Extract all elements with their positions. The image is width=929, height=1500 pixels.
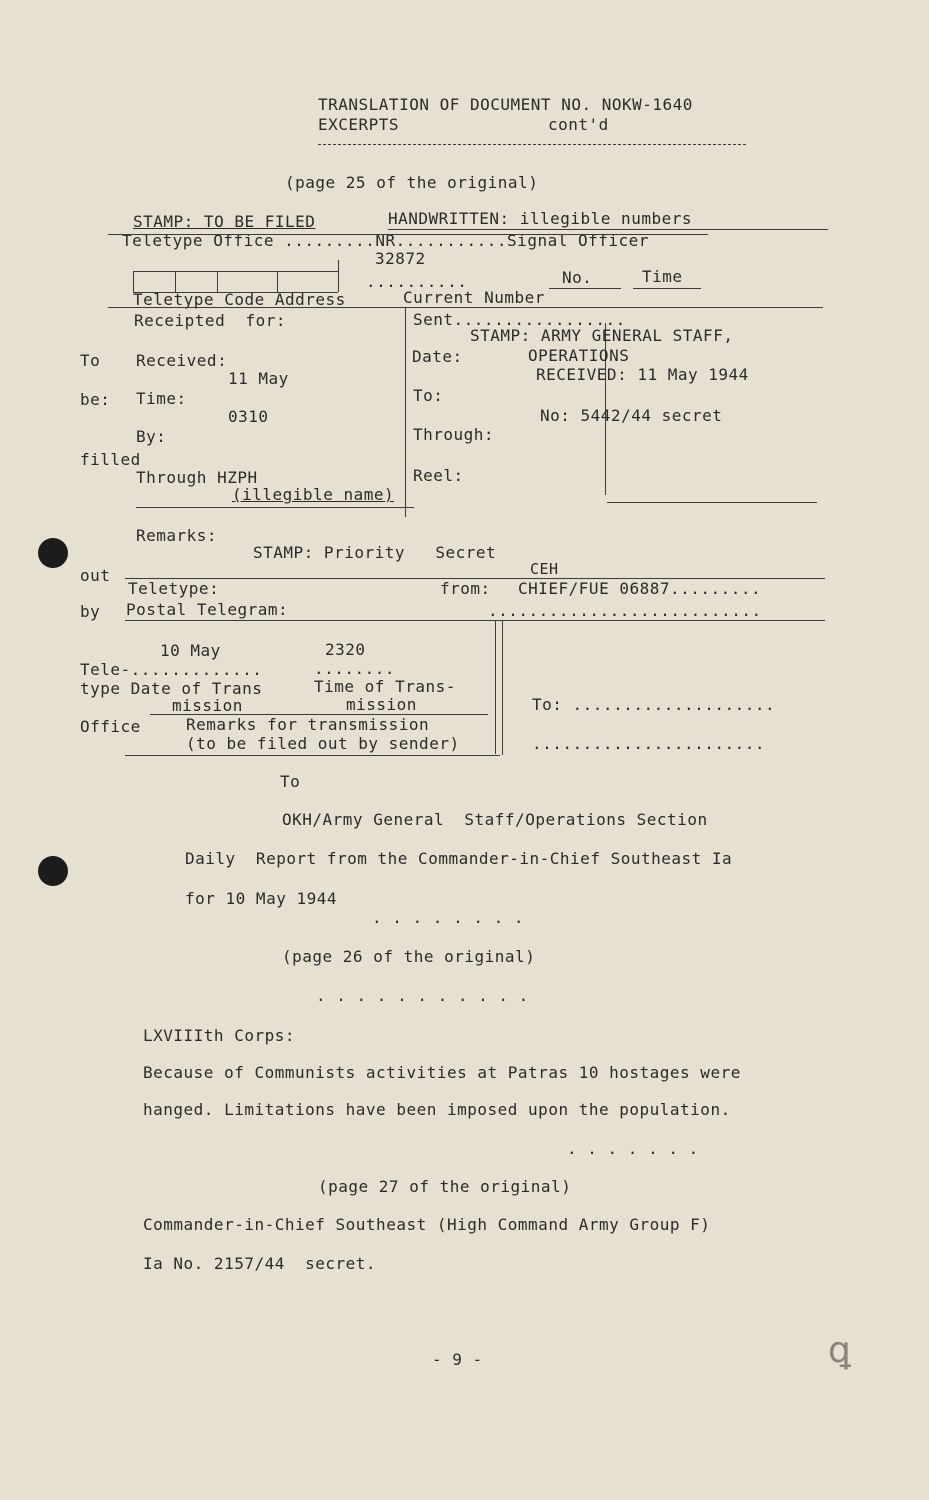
reference-line: Ia No. 2157/44 secret. (143, 1254, 377, 1273)
body-paragraph-line-2: hanged. Limitations have been imposed upon the population. (143, 1100, 731, 1119)
dotted-fill: ........ (314, 659, 396, 678)
contd-label: cont'd (548, 115, 609, 134)
ellipsis-row: . . . . . . . (567, 1139, 699, 1158)
sent-field: Sent................. (413, 310, 626, 329)
no-label: No. (562, 268, 593, 287)
code-box-divider (133, 271, 134, 292)
through-field: Through: (413, 425, 495, 444)
postal-telegram-label: Postal Telegram: (126, 600, 289, 619)
rule (108, 234, 708, 235)
form-column-divider (495, 620, 496, 754)
excerpts-label: EXCERPTS (318, 115, 400, 134)
page-number: - 9 - (432, 1350, 483, 1369)
page-reference: (page 26 of the original) (282, 947, 536, 966)
by-field: By: (136, 427, 167, 446)
rule (633, 288, 701, 289)
margin-pencil-mark: ꝗ (828, 1330, 851, 1371)
corps-heading: LXVIIIth Corps: (143, 1026, 295, 1045)
binder-hole (38, 856, 68, 886)
code-box-divider (277, 271, 278, 292)
document-title: TRANSLATION OF DOCUMENT NO. NOKW-1640 (318, 95, 693, 114)
number-32872: 32872 (375, 249, 426, 268)
code-box-divider (175, 271, 176, 292)
illegible-name: (illegible name) (232, 485, 395, 504)
transmission-time: 2320 (325, 640, 366, 659)
ceh-mark: CEH (530, 560, 559, 578)
binder-hole (38, 538, 68, 568)
teletype-office-row: Teletype Office .........NR...........Signal Officer (122, 231, 649, 250)
header-dash-divider (318, 144, 746, 145)
remarks-transmission-label: Remarks for transmission (186, 715, 430, 734)
to-label: To (80, 351, 101, 370)
through-hzph: Through HZPH (136, 468, 258, 487)
mission-label-1: mission (172, 696, 243, 715)
handwritten-note: HANDWRITTEN: illegible numbers (388, 209, 692, 228)
rule (108, 307, 823, 308)
page-reference: (page 25 of the original) (285, 173, 539, 192)
rule (607, 502, 817, 503)
received-label: Received: (136, 351, 228, 370)
received-stamp: RECEIVED: 11 May 1944 (536, 365, 749, 384)
dotted-fill-right: ....................... (532, 734, 766, 753)
operations-stamp: OPERATIONS (528, 346, 630, 365)
code-box-top (133, 271, 338, 272)
teletype-label: Teletype: (128, 579, 220, 598)
rule (136, 507, 414, 508)
stamp-army-general-staff: STAMP: ARMY GENERAL STAFF, (470, 326, 734, 345)
ellipsis-row: . . . . . . . . (372, 908, 524, 927)
commander-line: Commander-in-Chief Southeast (High Command Army Group F) (143, 1215, 711, 1234)
from-label: from: (440, 579, 491, 598)
stamp-to-be-filed: STAMP: TO BE FILED (133, 212, 316, 231)
tele-label: Tele-............. (80, 660, 263, 679)
reference-number: No: 5442/44 secret (540, 406, 723, 425)
time-0310: 0310 (228, 407, 269, 426)
filled-by-sender-label: (to be filed out by sender) (186, 734, 460, 753)
reel-field: Reel: (413, 466, 464, 485)
postal-dotted-fill: ........................... (488, 601, 762, 620)
receipted-for: Receipted for: (134, 311, 286, 330)
chief-fue-number: CHIEF/FUE 06887......... (518, 579, 762, 598)
rule (549, 288, 621, 289)
code-box-divider (338, 260, 339, 292)
form-column-divider (405, 307, 406, 517)
to-field: To: (413, 386, 444, 405)
mission-label-2: mission (346, 695, 417, 714)
addressee-line: OKH/Army General Staff/Operations Section (282, 810, 708, 829)
date-label: Date: (412, 347, 463, 366)
body-paragraph-line-1: Because of Communists activities at Patras 10 hostages were (143, 1063, 741, 1082)
by-label: by (80, 602, 101, 621)
daily-report-line: Daily Report from the Commander-in-Chief Southeast Ia (185, 849, 733, 868)
remarks-label: Remarks: (136, 526, 218, 545)
time-label: Time (642, 267, 683, 286)
stamp-priority-secret: STAMP: Priority Secret (253, 543, 497, 562)
received-date: 11 May (228, 369, 289, 388)
report-date-line: for 10 May 1944 (185, 889, 337, 908)
rule (388, 229, 828, 230)
time-field: Time: (136, 389, 187, 408)
rule (125, 620, 825, 621)
to-dotted-field: To: .................... (532, 695, 776, 714)
time-of-trans-label: Time of Trans- (314, 677, 456, 696)
transmission-date: 10 May (160, 641, 221, 660)
to-line: To (280, 772, 301, 791)
dotted-fill: .......... (366, 272, 468, 291)
office-label: Office (80, 717, 141, 736)
current-number: Current Number (403, 288, 545, 307)
filled-label: filled (80, 450, 141, 469)
teletype-code-address: Teletype Code Address (133, 290, 346, 309)
rule (125, 755, 500, 756)
be-label: be: (80, 390, 111, 409)
type-date-label: type Date of Trans (80, 679, 263, 698)
form-column-divider (502, 620, 503, 755)
out-label: out (80, 566, 111, 585)
code-box-divider (217, 271, 218, 292)
page-reference: (page 27 of the original) (318, 1177, 572, 1196)
ellipsis-row: . . . . . . . . . . . (316, 986, 529, 1005)
